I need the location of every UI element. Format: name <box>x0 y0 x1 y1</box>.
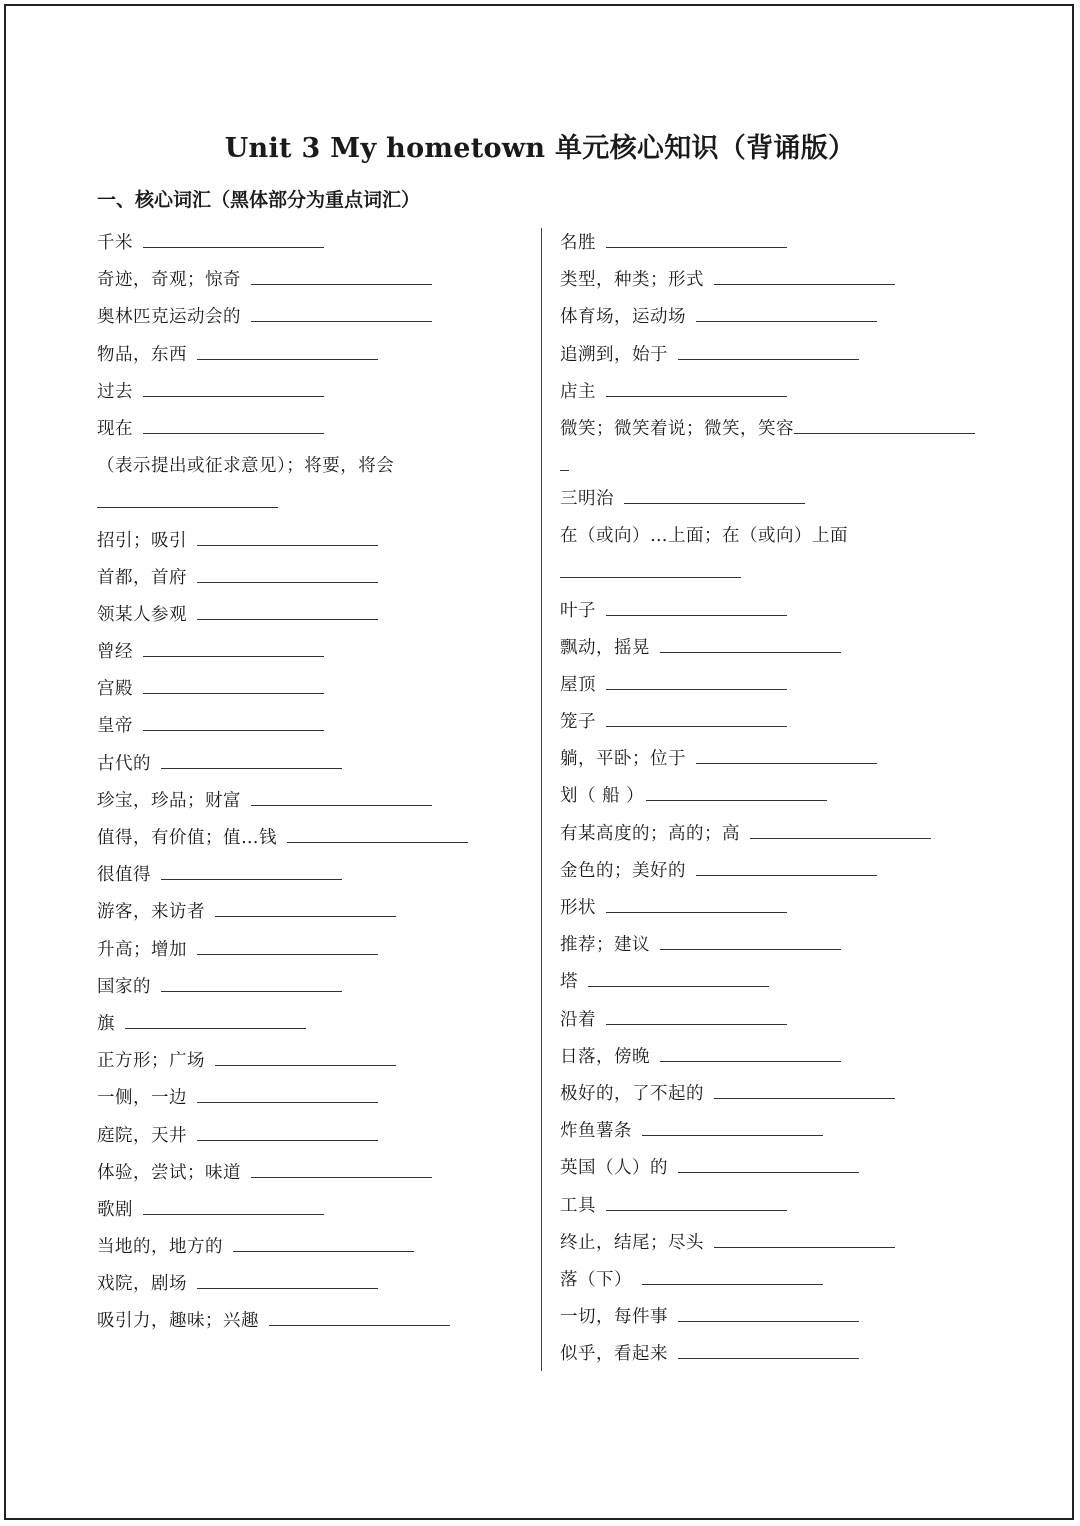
answer-blank[interactable] <box>251 302 432 322</box>
vocab-entry <box>560 1150 1000 1187</box>
answer-blank[interactable] <box>678 1153 859 1173</box>
answer-blank[interactable] <box>794 414 975 434</box>
vocab-column-left <box>97 225 527 1341</box>
vocab-entry <box>560 630 1000 667</box>
answer-blank[interactable] <box>588 967 769 987</box>
vocab-meaning: 三明治 <box>560 488 614 509</box>
answer-blank[interactable] <box>143 1195 324 1215</box>
answer-blank[interactable] <box>197 1121 378 1141</box>
vocab-entry <box>97 299 527 336</box>
vocab-meaning: 皇帝 <box>97 716 133 737</box>
answer-blank[interactable] <box>750 819 931 839</box>
vocab-entry <box>560 481 1000 518</box>
vocab-entry <box>560 741 1000 778</box>
vocab-meaning: 吸引力，趣味；兴趣 <box>97 1311 259 1332</box>
vocab-entry <box>560 225 1000 262</box>
answer-blank[interactable] <box>197 1269 378 1289</box>
vocab-entry <box>560 593 1000 630</box>
vocab-entry <box>560 1225 1000 1262</box>
vocab-meaning: 旗 <box>97 1013 115 1034</box>
vocab-meaning: 领某人参观 <box>97 604 187 625</box>
vocab-meaning: 庭院，天井 <box>97 1125 187 1146</box>
vocab-entry <box>97 337 527 374</box>
answer-blank[interactable] <box>143 711 324 731</box>
vocab-meaning: 在（或向）…上面；在（或向）上面 <box>560 526 848 547</box>
vocab-meaning: 现在 <box>97 418 133 439</box>
answer-blank[interactable] <box>696 856 877 876</box>
answer-blank[interactable] <box>642 1265 823 1285</box>
vocab-meaning: 戏院，剧场 <box>97 1274 187 1295</box>
vocab-entry <box>97 262 527 299</box>
vocab-entry <box>560 778 1000 815</box>
vocab-entry <box>560 853 1000 890</box>
answer-blank[interactable] <box>660 1042 841 1062</box>
answer-blank[interactable] <box>606 596 787 616</box>
answer-blank[interactable] <box>696 744 877 764</box>
page-title: Unit 3 My hometown 单元核心知识（背诵版） <box>224 133 856 164</box>
vocab-meaning: 店主 <box>560 381 596 402</box>
vocab-entry <box>97 411 527 448</box>
answer-blank[interactable] <box>215 1046 396 1066</box>
vocab-meaning: 终止，结尾；尽头 <box>560 1232 704 1253</box>
answer-blank[interactable] <box>143 414 324 434</box>
vocab-entry <box>97 448 527 522</box>
vocab-entry <box>97 1192 527 1229</box>
answer-blank[interactable] <box>606 377 787 397</box>
vocab-entry <box>560 704 1000 741</box>
vocab-meaning: 升高；增加 <box>97 939 187 960</box>
vocab-meaning: 古代的 <box>97 753 151 774</box>
answer-blank[interactable] <box>197 600 378 620</box>
vocab-meaning: 推荐；建议 <box>560 935 650 956</box>
vocab-meaning: 叶子 <box>560 600 596 621</box>
vocab-entry <box>97 746 527 783</box>
answer-blank[interactable] <box>714 1079 895 1099</box>
answer-blank[interactable] <box>97 488 278 508</box>
vocab-entry <box>97 783 527 820</box>
vocab-meaning: 屋顶 <box>560 674 596 695</box>
vocab-meaning: 正方形；广场 <box>97 1051 205 1072</box>
vocab-meaning: 追溯到，始于 <box>560 344 668 365</box>
vocab-entry <box>560 1188 1000 1225</box>
vocab-meaning: 千米 <box>97 233 133 253</box>
vocab-entry <box>560 1039 1000 1076</box>
vocab-entry <box>560 964 1000 1001</box>
answer-blank[interactable] <box>251 1158 432 1178</box>
vocab-meaning: 首都，首府 <box>97 567 187 588</box>
answer-blank[interactable] <box>125 1009 306 1029</box>
answer-blank[interactable] <box>197 935 378 955</box>
vocab-meaning: 极好的，了不起的 <box>560 1083 704 1104</box>
vocab-entry <box>560 1076 1000 1113</box>
vocab-entry <box>97 560 527 597</box>
answer-blank[interactable] <box>678 340 859 360</box>
answer-blank[interactable] <box>197 340 378 360</box>
answer-blank[interactable] <box>606 893 787 913</box>
vocab-meaning: 笼子 <box>560 712 596 733</box>
vocab-meaning: 珍宝，珍品；财富 <box>97 790 241 811</box>
vocab-entry <box>97 1043 527 1080</box>
answer-blank[interactable] <box>197 1083 378 1103</box>
vocab-entry <box>560 1262 1000 1299</box>
vocab-meaning: 落（下） <box>560 1269 632 1290</box>
vocab-meaning: （表示提出或征求意见）；将要，将会 <box>97 456 395 477</box>
vocab-column-right <box>560 225 1000 1373</box>
vocab-entry <box>97 1155 527 1192</box>
vocab-entry <box>560 927 1000 964</box>
section-heading: 一、核心词汇（黑体部分为重点词汇） <box>97 189 421 211</box>
answer-blank[interactable] <box>161 972 342 992</box>
answer-blank[interactable] <box>660 930 841 950</box>
vocab-meaning: 金色的；美好的 <box>560 860 686 881</box>
answer-blank[interactable] <box>560 558 741 578</box>
answer-blank[interactable] <box>606 707 787 727</box>
answer-blank[interactable] <box>642 1116 823 1136</box>
answer-blank[interactable] <box>678 1302 859 1322</box>
vocab-entry <box>97 374 527 411</box>
answer-blank[interactable] <box>269 1306 450 1326</box>
vocab-entry <box>560 262 1000 299</box>
answer-blank[interactable] <box>624 484 805 504</box>
vocab-entry <box>97 634 527 671</box>
vocab-meaning: 奥林匹克运动会的 <box>97 307 241 328</box>
answer-blank[interactable] <box>714 1228 895 1248</box>
vocab-meaning: 形状 <box>560 898 596 919</box>
vocab-entry <box>97 708 527 745</box>
vocab-meaning: 有某高度的；高的；高 <box>560 823 740 844</box>
vocab-meaning: 很值得 <box>97 865 151 886</box>
vocab-meaning: 英国（人）的 <box>560 1158 668 1179</box>
answer-blank[interactable] <box>197 563 378 583</box>
vocab-meaning: 炸鱼薯条 <box>560 1121 632 1142</box>
vocab-entry <box>97 597 527 634</box>
vocab-entry <box>97 1080 527 1117</box>
vocab-meaning: 招引；吸引 <box>97 530 187 551</box>
vocab-entry <box>560 374 1000 411</box>
vocab-entry <box>97 857 527 894</box>
answer-blank[interactable] <box>287 823 468 843</box>
answer-blank[interactable] <box>678 1339 859 1359</box>
vocab-entry <box>560 337 1000 374</box>
vocab-entry <box>560 411 1000 481</box>
answer-blank[interactable] <box>251 265 432 285</box>
vocab-entry <box>560 299 1000 336</box>
vocab-meaning: 沿着 <box>560 1009 596 1030</box>
answer-blank[interactable] <box>161 749 342 769</box>
answer-blank[interactable] <box>143 637 324 657</box>
vocab-entry <box>97 523 527 560</box>
vocab-meaning: 一侧，一边 <box>97 1088 187 1109</box>
answer-blank[interactable] <box>696 302 877 322</box>
vocab-entry <box>97 225 527 262</box>
vocab-entry <box>560 518 1000 592</box>
vocab-meaning: 飘动，摇晃 <box>560 637 650 658</box>
vocab-entry <box>97 1229 527 1266</box>
column-divider <box>541 228 542 1371</box>
vocab-meaning: 值得，有价值；值…钱 <box>97 828 277 849</box>
vocab-entry <box>97 1118 527 1155</box>
vocab-meaning: 歌剧 <box>97 1199 133 1220</box>
vocab-entry <box>560 890 1000 927</box>
vocab-entry <box>97 820 527 857</box>
answer-blank[interactable] <box>714 265 895 285</box>
vocab-entry <box>560 1299 1000 1336</box>
vocab-entry <box>560 667 1000 704</box>
answer-blank[interactable] <box>606 1005 787 1025</box>
answer-blank[interactable] <box>161 860 342 880</box>
answer-blank[interactable] <box>251 786 432 806</box>
answer-blank[interactable] <box>143 228 324 248</box>
vocab-entry <box>560 1336 1000 1373</box>
answer-blank[interactable] <box>215 897 396 917</box>
vocab-meaning: 物品，东西 <box>97 344 187 365</box>
vocab-meaning: 过去 <box>97 381 133 402</box>
vocab-entry <box>97 1266 527 1303</box>
vocab-meaning: 游客，来访者 <box>97 902 205 923</box>
vocab-entry <box>97 932 527 969</box>
vocab-entry <box>97 671 527 708</box>
vocab-meaning: 日落，傍晚 <box>560 1046 650 1067</box>
answer-blank[interactable] <box>233 1232 414 1252</box>
vocab-entry <box>97 969 527 1006</box>
vocab-meaning: 名胜 <box>560 233 596 253</box>
vocab-meaning: 奇迹，奇观；惊奇 <box>97 270 241 291</box>
vocab-entry <box>560 1002 1000 1039</box>
vocab-meaning: 划（ 船 ） <box>560 786 645 807</box>
vocab-meaning: 曾经 <box>97 642 133 663</box>
answer-blank-overflow[interactable] <box>560 451 569 471</box>
vocab-meaning: 当地的，地方的 <box>97 1237 223 1258</box>
vocab-meaning: 似乎，看起来 <box>560 1344 668 1365</box>
answer-blank[interactable] <box>606 228 787 248</box>
vocab-entry <box>560 816 1000 853</box>
vocab-entry <box>560 1113 1000 1150</box>
vocab-entry <box>97 1303 527 1340</box>
vocab-meaning: 体育场，运动场 <box>560 307 686 328</box>
vocab-meaning: 微笑；微笑着说；微笑，笑容 <box>560 418 794 439</box>
answer-blank[interactable] <box>197 526 378 546</box>
answer-blank[interactable] <box>660 633 841 653</box>
answer-blank[interactable] <box>606 670 787 690</box>
answer-blank[interactable] <box>143 674 324 694</box>
vocab-meaning: 体验，尝试；味道 <box>97 1162 241 1183</box>
vocab-meaning: 工具 <box>560 1195 596 1216</box>
vocab-meaning: 一切，每件事 <box>560 1307 668 1328</box>
vocab-meaning: 国家的 <box>97 976 151 997</box>
vocab-entry <box>97 1006 527 1043</box>
vocab-entry <box>97 894 527 931</box>
answer-blank[interactable] <box>646 781 827 801</box>
vocab-meaning: 塔 <box>560 972 578 993</box>
vocab-meaning: 类型，种类；形式 <box>560 270 704 291</box>
answer-blank[interactable] <box>606 1191 787 1211</box>
vocab-meaning: 宫殿 <box>97 679 133 700</box>
vocab-meaning: 躺，平卧；位于 <box>560 749 686 770</box>
answer-blank[interactable] <box>143 377 324 397</box>
